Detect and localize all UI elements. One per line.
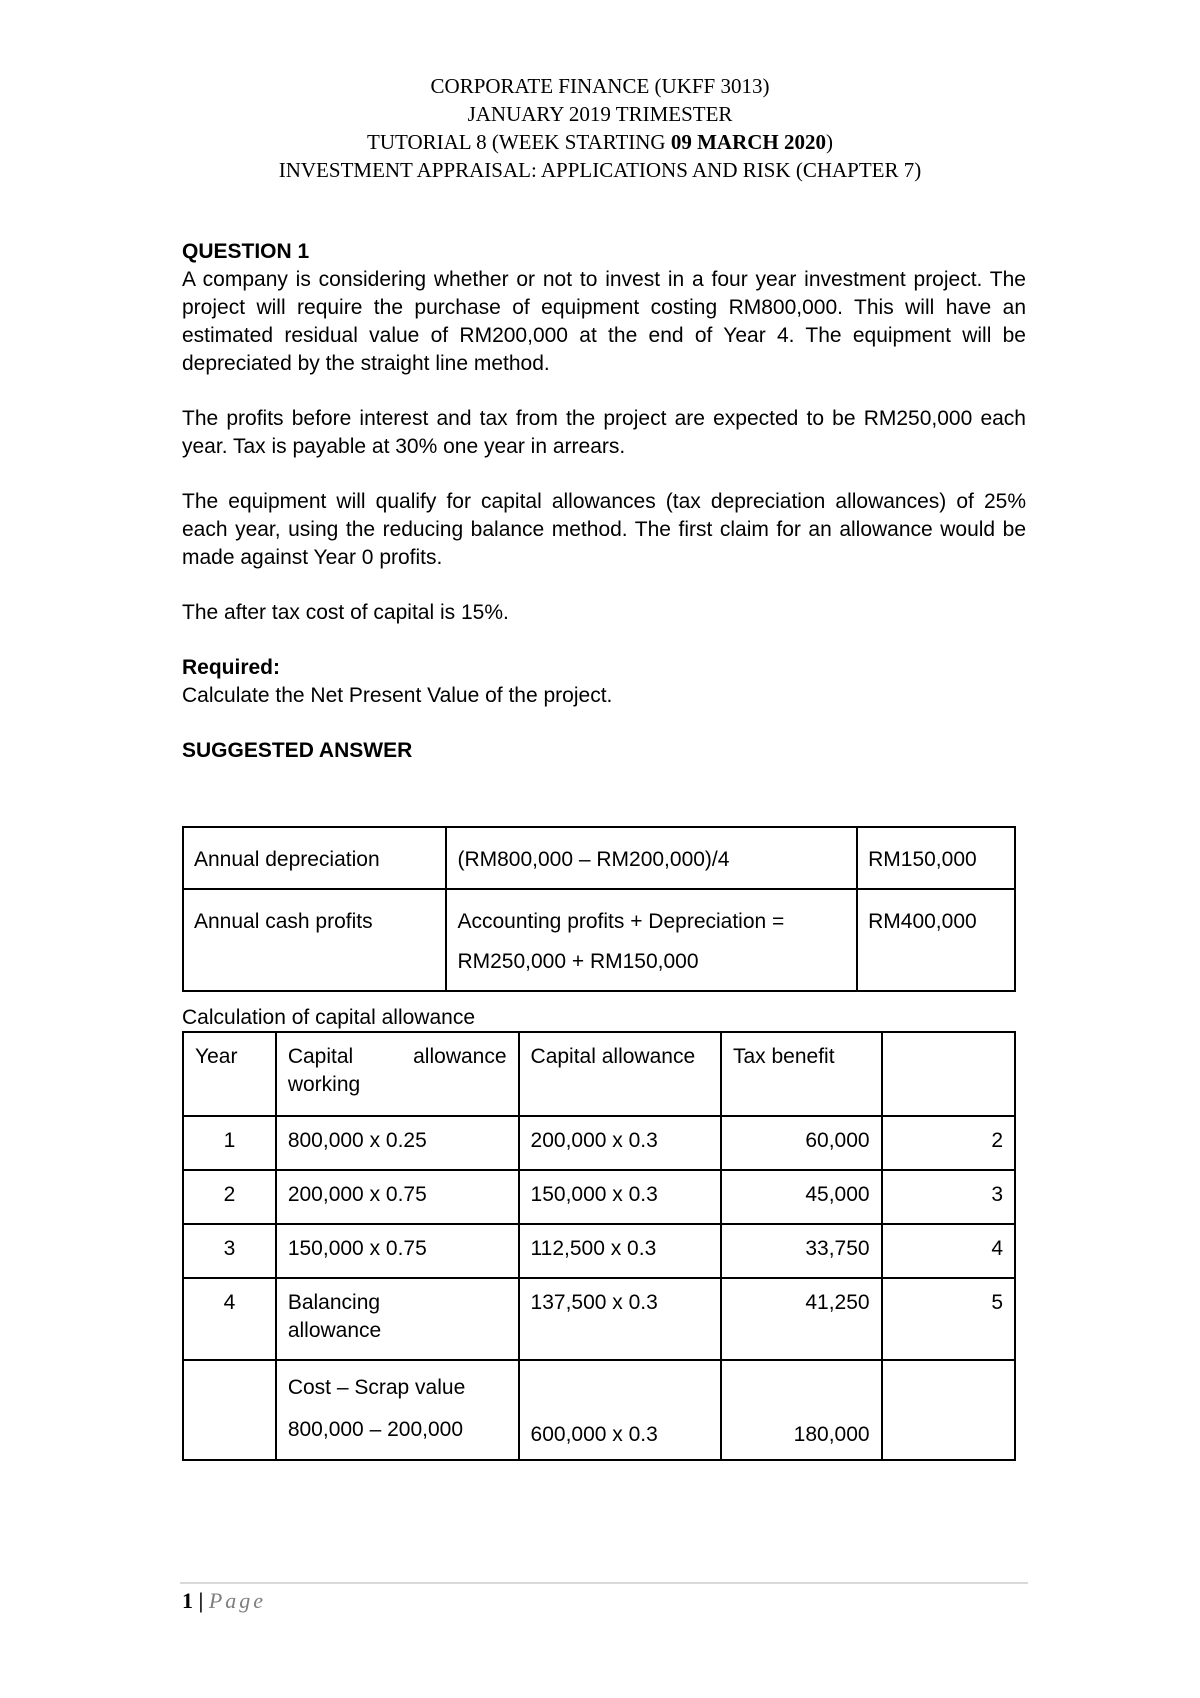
year-cell: 3 (183, 1224, 276, 1278)
working-line-2: 800,000 – 200,000 (287, 1418, 463, 1441)
question-paragraph-2: The profits before interest and tax from the project are expected to be RM250,000 each year. Tax is payable at 30% one year in arrears. (182, 407, 1026, 458)
ca-caption: Calculation of capital allowance (182, 1006, 476, 1029)
working-cell: Balancing allowance (276, 1278, 519, 1360)
document-header (0, 72, 1200, 184)
table-cell: Annual depreciation (183, 827, 446, 889)
table-row (183, 1278, 1015, 1360)
benefit-cell: 33,750 (721, 1224, 882, 1278)
year-cell: 2 (183, 1170, 276, 1224)
footer-divider (180, 1582, 1028, 1584)
page-word: Page (208, 1588, 267, 1613)
question-title: QUESTION 1 (182, 240, 310, 263)
table-row (183, 1360, 1015, 1460)
course-title: CORPORATE FINANCE (UKFF 3013) (430, 74, 770, 98)
year-cell: 4 (183, 1278, 276, 1360)
working-cell (276, 1360, 519, 1460)
year-cell: 1 (183, 1116, 276, 1170)
extra-cell: 3 (882, 1170, 1015, 1224)
working-line-1: Cost – Scrap value (287, 1376, 466, 1399)
benefit-cell: 180,000 (721, 1360, 882, 1460)
allowance-cell: 200,000 x 0.3 (519, 1116, 721, 1170)
capital-allowance-table (182, 1031, 1016, 1461)
required-text: Calculate the Net Present Value of the project. (182, 684, 613, 707)
table-cell: RM400,000 (857, 889, 1015, 991)
table-row (183, 1170, 1015, 1224)
chapter-title: INVESTMENT APPRAISAL: APPLICATIONS AND RISK (CHAPTER 7) (278, 158, 922, 182)
table-cell (446, 889, 857, 991)
header-cell: Capital allowance (519, 1032, 721, 1116)
year-cell (183, 1360, 276, 1460)
tutorial-prefix: TUTORIAL 8 (WEEK STARTING (367, 130, 671, 154)
extra-cell: 4 (882, 1224, 1015, 1278)
table-cell: (RM800,000 – RM200,000)/4 (446, 827, 857, 889)
benefit-cell: 41,250 (721, 1278, 882, 1360)
header-cell: Capital allowance working (276, 1032, 519, 1116)
allowance-cell: 150,000 x 0.3 (519, 1170, 721, 1224)
formula-line-1: Accounting profits + Depreciation = (457, 910, 785, 933)
header-cell: Year (183, 1032, 276, 1116)
table-row (183, 1116, 1015, 1170)
trimester: JANUARY 2019 TRIMESTER (467, 102, 733, 126)
table-cell: Annual cash profits (183, 889, 446, 991)
table-row (183, 889, 1015, 991)
question-section (182, 238, 1026, 765)
header-cell: Tax benefit (721, 1032, 882, 1116)
page-number: 1 (182, 1588, 193, 1613)
table-header-row (183, 1032, 1015, 1116)
working-cell: 200,000 x 0.75 (276, 1170, 519, 1224)
extra-cell: 5 (882, 1278, 1015, 1360)
benefit-cell: 60,000 (721, 1116, 882, 1170)
table-cell: RM150,000 (857, 827, 1015, 889)
answer-title: SUGGESTED ANSWER (182, 739, 413, 762)
page-footer (182, 1586, 266, 1616)
tutorial-date: 09 MARCH 2020 (670, 130, 826, 154)
question-paragraph-3: The equipment will qualify for capital allowances (tax depreciation allowances) of 25% each year, using the reducing balance method. The first claim for an allowance would be made against Year 0 profits. (182, 490, 1026, 569)
formula-line-2: RM250,000 + RM150,000 (457, 950, 699, 973)
tutorial-suffix: ) (826, 130, 833, 154)
tutorial-line (0, 128, 1200, 156)
page-separator: | (193, 1588, 209, 1613)
working-cell: 150,000 x 0.75 (276, 1224, 519, 1278)
allowance-cell: 600,000 x 0.3 (519, 1360, 721, 1460)
header-cell (882, 1032, 1015, 1116)
allowance-cell: 137,500 x 0.3 (519, 1278, 721, 1360)
allowance-cell: 112,500 x 0.3 (519, 1224, 721, 1278)
extra-cell (882, 1360, 1015, 1460)
question-paragraph-1: A company is considering whether or not to invest in a four year investment project. The project will require the purchase of equipment costing RM800,000. This will have an estimated residual value of RM200,000 at the end of Year 4. The equipment will be depreciated by the straight line method. (182, 268, 1026, 375)
summary-table (182, 826, 1016, 992)
benefit-cell: 45,000 (721, 1170, 882, 1224)
table-row (183, 827, 1015, 889)
required-label: Required: (182, 656, 281, 679)
extra-cell: 2 (882, 1116, 1015, 1170)
question-paragraph-4: The after tax cost of capital is 15%. (182, 601, 509, 624)
working-cell: 800,000 x 0.25 (276, 1116, 519, 1170)
table-row (183, 1224, 1015, 1278)
